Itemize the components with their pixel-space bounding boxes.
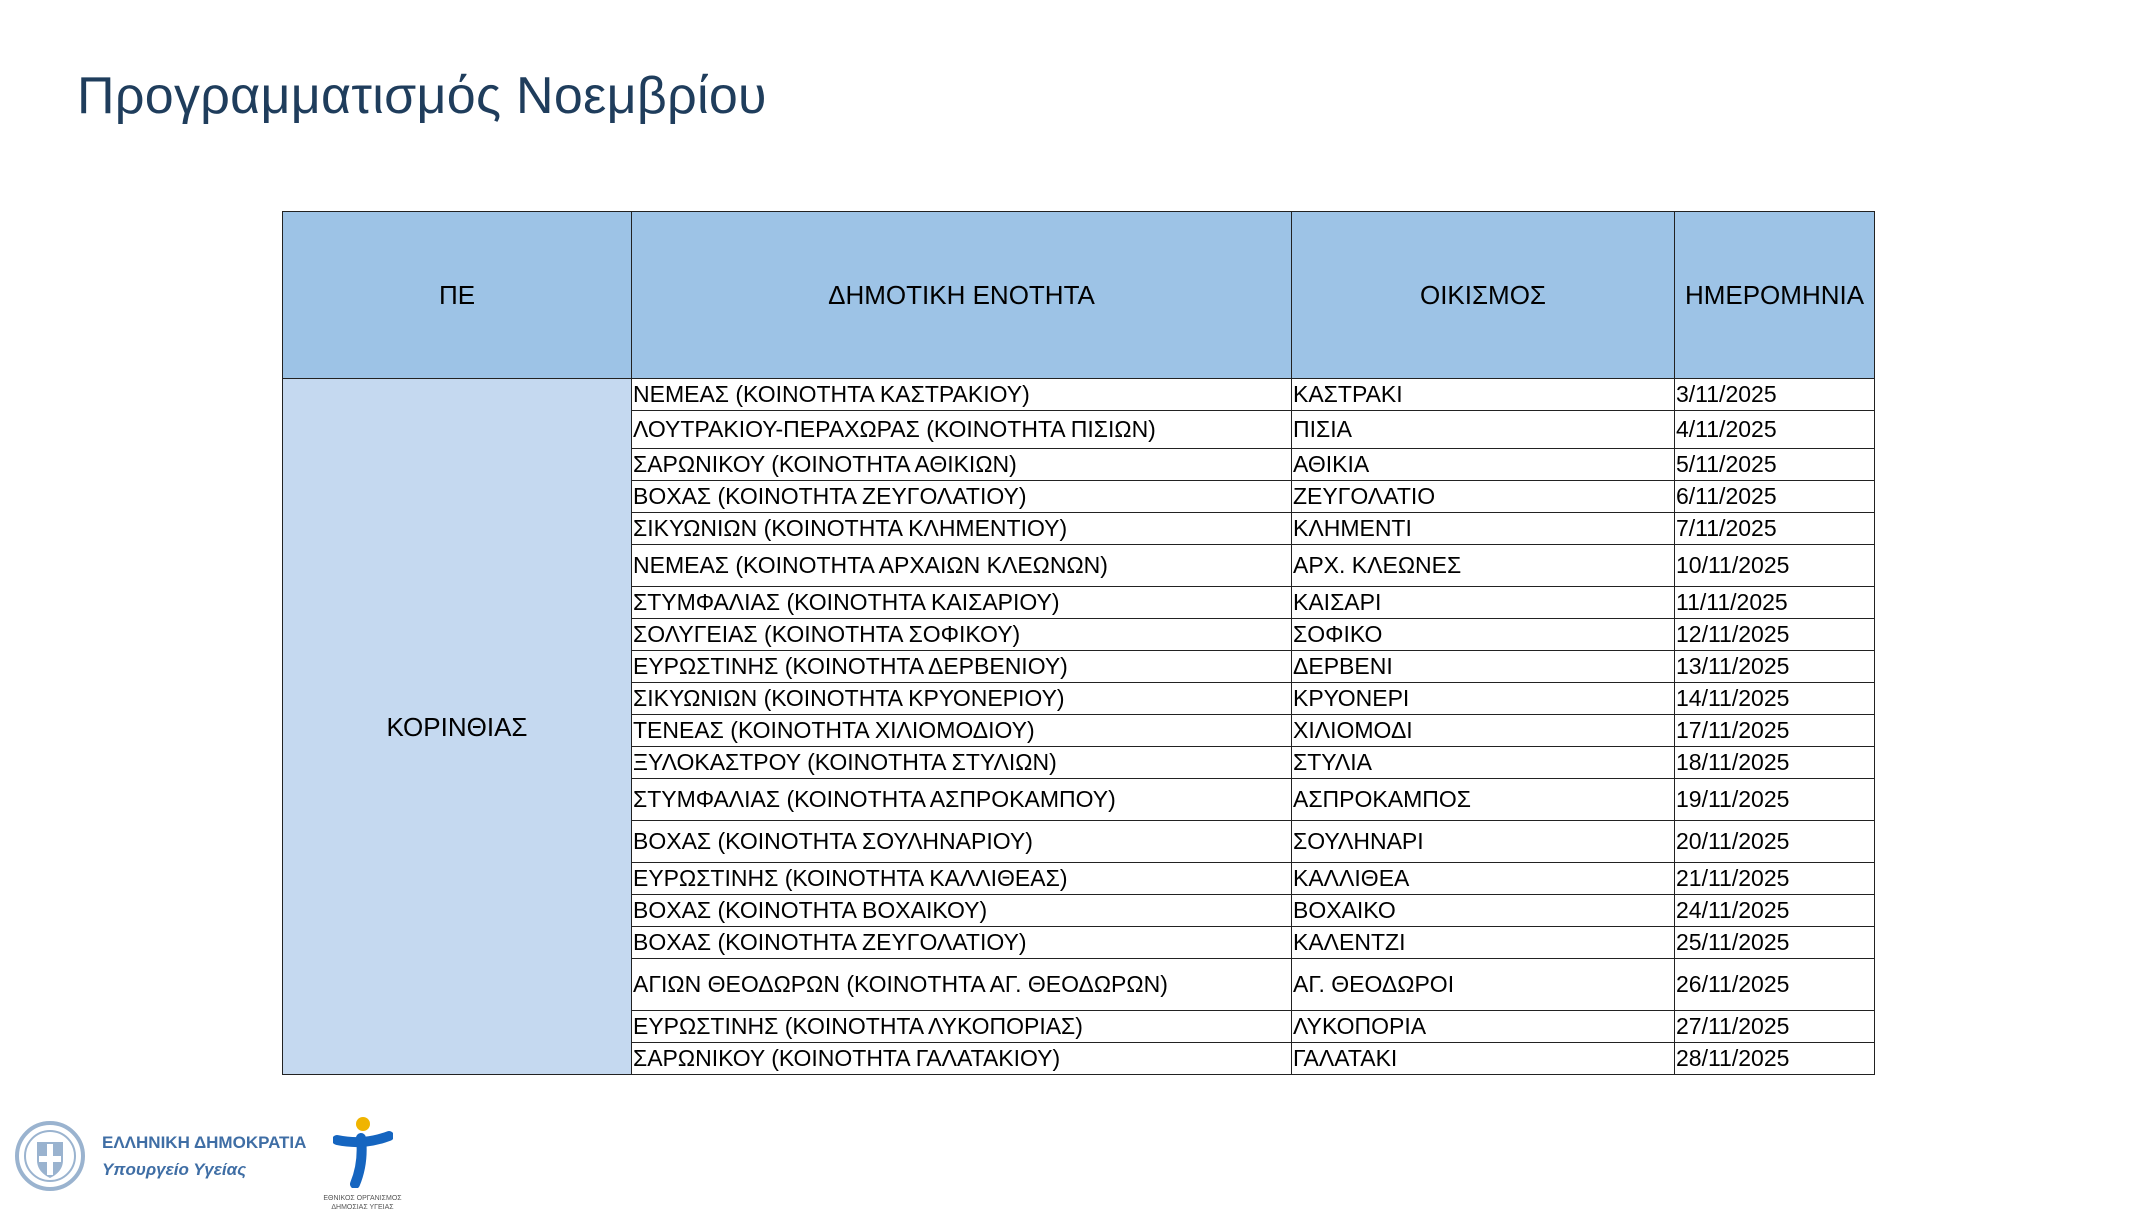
table-header-row (283, 212, 1875, 379)
settlement-cell: ΣΤΥΛΙΑ (1292, 747, 1675, 779)
date-cell: 26/11/2025 (1675, 959, 1875, 1011)
page-title: Προγραμματισμός Νοεμβρίου (77, 67, 767, 125)
date-cell: 12/11/2025 (1675, 619, 1875, 651)
municipal-unit-cell: ΒΟΧΑΣ (ΚΟΙΝΟΤΗΤΑ ΖΕΥΓΟΛΑΤΙΟΥ) (632, 927, 1292, 959)
settlement-cell: ΚΛΗΜΕΝΤΙ (1292, 513, 1675, 545)
hellenic-republic-logo (14, 1120, 306, 1192)
date-cell: 24/11/2025 (1675, 895, 1875, 927)
municipal-unit-cell: ΣΙΚΥΩΝΙΩΝ (ΚΟΙΝΟΤΗΤΑ ΚΡΥΟΝΕΡΙΟΥ) (632, 683, 1292, 715)
header-pe: ΠΕ (283, 212, 632, 379)
date-cell: 20/11/2025 (1675, 821, 1875, 863)
date-cell: 4/11/2025 (1675, 411, 1875, 449)
eody-caption-line-2: ΔΗΜΟΣΙΑΣ ΥΓΕΙΑΣ (331, 1204, 394, 1211)
settlement-cell: ΣΟΦΙΚΟ (1292, 619, 1675, 651)
eody-logo (320, 1116, 405, 1212)
table-body (283, 379, 1875, 1075)
date-cell: 27/11/2025 (1675, 1011, 1875, 1043)
municipal-unit-cell: ΣΑΡΩΝΙΚΟΥ (ΚΟΙΝΟΤΗΤΑ ΓΑΛΑΤΑΚΙΟΥ) (632, 1043, 1292, 1075)
republic-label: ΕΛΛΗΝΙΚΗ ΔΗΜΟΚΡΑΤΙΑ (102, 1133, 307, 1152)
settlement-cell: ΖΕΥΓΟΛΑΤΙΟ (1292, 481, 1675, 513)
date-cell: 7/11/2025 (1675, 513, 1875, 545)
header-date: ΗΜΕΡΟΜΗΝΙΑ (1675, 212, 1875, 379)
municipal-unit-cell: ΑΓΙΩΝ ΘΕΟΔΩΡΩΝ (ΚΟΙΝΟΤΗΤΑ ΑΓ. ΘΕΟΔΩΡΩΝ) (632, 959, 1292, 1011)
date-cell: 11/11/2025 (1675, 587, 1875, 619)
date-cell: 28/11/2025 (1675, 1043, 1875, 1075)
municipal-unit-cell: ΣΑΡΩΝΙΚΟΥ (ΚΟΙΝΟΤΗΤΑ ΑΘΙΚΙΩΝ) (632, 449, 1292, 481)
date-cell: 13/11/2025 (1675, 651, 1875, 683)
schedule-table (282, 211, 1875, 1075)
municipal-unit-cell: ΕΥΡΩΣΤΙΝΗΣ (ΚΟΙΝΟΤΗΤΑ ΚΑΛΛΙΘΕΑΣ) (632, 863, 1292, 895)
municipal-unit-cell: ΣΤΥΜΦΑΛΙΑΣ (ΚΟΙΝΟΤΗΤΑ ΚΑΙΣΑΡΙΟΥ) (632, 587, 1292, 619)
date-cell: 19/11/2025 (1675, 779, 1875, 821)
settlement-cell: ΧΙΛΙΟΜΟΔΙ (1292, 715, 1675, 747)
date-cell: 25/11/2025 (1675, 927, 1875, 959)
municipal-unit-cell: ΒΟΧΑΣ (ΚΟΙΝΟΤΗΤΑ ΖΕΥΓΟΛΑΤΙΟΥ) (632, 481, 1292, 513)
settlement-cell: ΚΑΛΕΝΤΖΙ (1292, 927, 1675, 959)
settlement-cell: ΚΑΙΣΑΡΙ (1292, 587, 1675, 619)
settlement-cell: ΚΡΥΟΝΕΡΙ (1292, 683, 1675, 715)
municipal-unit-cell: ΣΟΛΥΓΕΙΑΣ (ΚΟΙΝΟΤΗΤΑ ΣΟΦΙΚΟΥ) (632, 619, 1292, 651)
settlement-cell: ΑΡΧ. ΚΛΕΩΝΕΣ (1292, 545, 1675, 587)
date-cell: 5/11/2025 (1675, 449, 1875, 481)
date-cell: 18/11/2025 (1675, 747, 1875, 779)
date-cell: 6/11/2025 (1675, 481, 1875, 513)
municipal-unit-cell: ΕΥΡΩΣΤΙΝΗΣ (ΚΟΙΝΟΤΗΤΑ ΛΥΚΟΠΟΡΙΑΣ) (632, 1011, 1292, 1043)
date-cell: 10/11/2025 (1675, 545, 1875, 587)
settlement-cell: ΒΟΧΑΙΚΟ (1292, 895, 1675, 927)
table-row (283, 379, 1875, 411)
header-municipal-unit: ΔΗΜΟΤΙΚΗ ΕΝΟΤΗΤΑ (632, 212, 1292, 379)
municipal-unit-cell: ΒΟΧΑΣ (ΚΟΙΝΟΤΗΤΑ ΣΟΥΛΗΝΑΡΙΟΥ) (632, 821, 1292, 863)
settlement-cell: ΑΣΠΡΟΚΑΜΠΟΣ (1292, 779, 1675, 821)
municipal-unit-cell: ΝΕΜΕΑΣ (ΚΟΙΝΟΤΗΤΑ ΚΑΣΤΡΑΚΙΟΥ) (632, 379, 1292, 411)
municipal-unit-cell: ΒΟΧΑΣ (ΚΟΙΝΟΤΗΤΑ ΒΟΧΑΙΚΟΥ) (632, 895, 1292, 927)
eody-cross-icon (333, 1116, 393, 1188)
settlement-cell: ΔΕΡΒΕΝΙ (1292, 651, 1675, 683)
header-settlement: ΟΙΚΙΣΜΟΣ (1292, 212, 1675, 379)
settlement-cell: ΛΥΚΟΠΟΡΙΑ (1292, 1011, 1675, 1043)
municipal-unit-cell: ΕΥΡΩΣΤΙΝΗΣ (ΚΟΙΝΟΤΗΤΑ ΔΕΡΒΕΝΙΟΥ) (632, 651, 1292, 683)
settlement-cell: ΚΑΣΤΡΑΚΙ (1292, 379, 1675, 411)
municipal-unit-cell: ΞΥΛΟΚΑΣΤΡΟΥ (ΚΟΙΝΟΤΗΤΑ ΣΤΥΛΙΩΝ) (632, 747, 1292, 779)
municipal-unit-cell: ΣΤΥΜΦΑΛΙΑΣ (ΚΟΙΝΟΤΗΤΑ ΑΣΠΡΟΚΑΜΠΟΥ) (632, 779, 1292, 821)
settlement-cell: ΣΟΥΛΗΝΑΡΙ (1292, 821, 1675, 863)
date-cell: 21/11/2025 (1675, 863, 1875, 895)
settlement-cell: ΠΙΣΙΑ (1292, 411, 1675, 449)
municipal-unit-cell: ΤΕΝΕΑΣ (ΚΟΙΝΟΤΗΤΑ ΧΙΛΙΟΜΟΔΙΟΥ) (632, 715, 1292, 747)
municipal-unit-cell: ΣΙΚΥΩΝΙΩΝ (ΚΟΙΝΟΤΗΤΑ ΚΛΗΜΕΝΤΙΟΥ) (632, 513, 1292, 545)
settlement-cell: ΑΓ. ΘΕΟΔΩΡΟΙ (1292, 959, 1675, 1011)
date-cell: 3/11/2025 (1675, 379, 1875, 411)
date-cell: 17/11/2025 (1675, 715, 1875, 747)
ministry-label: Υπουργείο Υγείας (102, 1160, 247, 1179)
municipal-unit-cell: ΛΟΥΤΡΑΚΙΟΥ-ΠΕΡΑΧΩΡΑΣ (ΚΟΙΝΟΤΗΤΑ ΠΙΣΙΩΝ) (632, 411, 1292, 449)
settlement-cell: ΚΑΛΛΙΘΕΑ (1292, 863, 1675, 895)
pe-cell: ΚΟΡΙΝΘΙΑΣ (283, 379, 632, 1075)
greek-coat-of-arms-icon (14, 1120, 86, 1192)
municipal-unit-cell: ΝΕΜΕΑΣ (ΚΟΙΝΟΤΗΤΑ ΑΡΧΑΙΩΝ ΚΛΕΩΝΩΝ) (632, 545, 1292, 587)
settlement-cell: ΓΑΛΑΤΑΚΙ (1292, 1043, 1675, 1075)
settlement-cell: ΑΘΙΚΙΑ (1292, 449, 1675, 481)
date-cell: 14/11/2025 (1675, 683, 1875, 715)
eody-caption-line-1: ΕΘΝΙΚΟΣ ΟΡΓΑΝΙΣΜΟΣ (323, 1195, 402, 1202)
